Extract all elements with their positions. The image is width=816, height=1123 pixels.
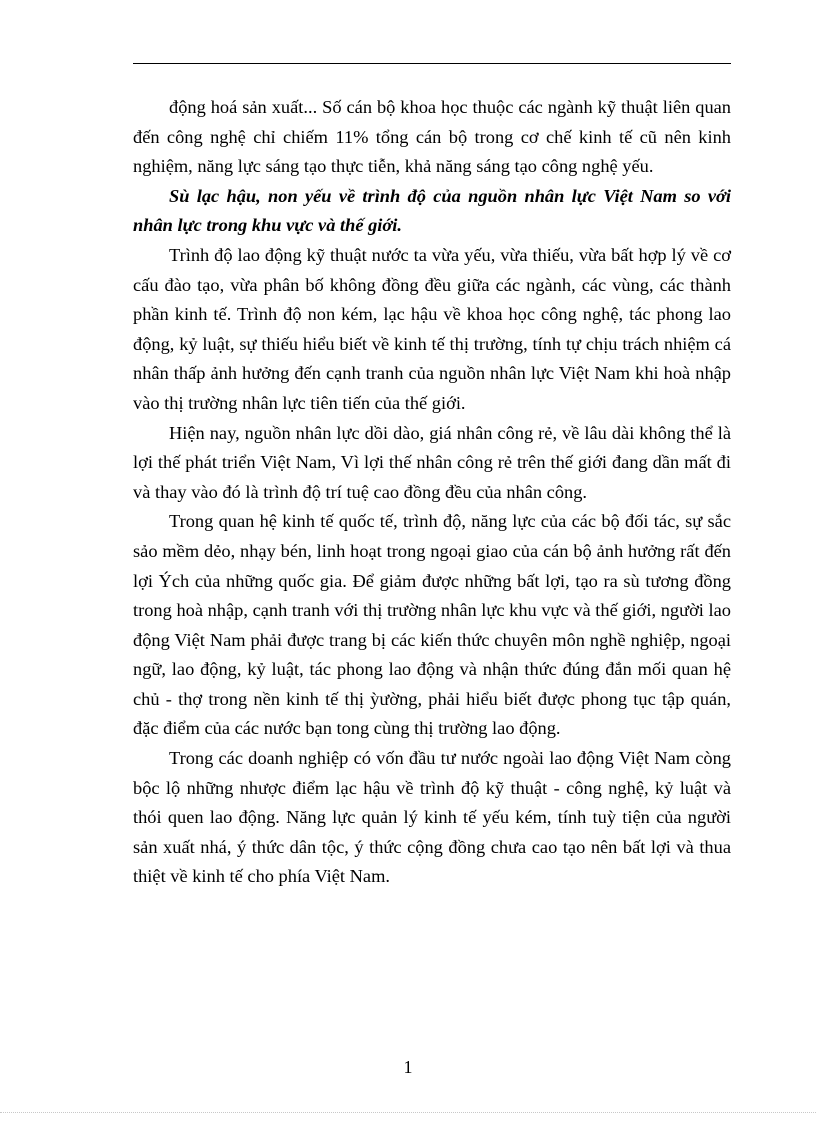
paragraph-fdi-enterprises: Trong các doanh nghiệp có vốn đầu tư nước ngoài lao động Việt Nam còng bộc lộ những nhược điểm lạc hậu về trình độ kỹ thuật - công nghệ, kỷ luật và thói quen lao động. Năng lực quản lý kinh tế yếu kém, tính tuỳ tiện của người sản xuất nhá, ý thức dân tộc, ý thức cộng đồng chưa cao tạo nên bất lợi và thua thiệt về kinh tế cho phía Việt Nam. (133, 748, 731, 887)
section-heading: Sù lạc hậu, non yếu về trình độ của nguồn nhân lực Việt Nam so với nhân lực trong khu vực và thế giới. (133, 185, 731, 236)
paragraph-continuation: động hoá sản xuất... Số cán bộ khoa học thuộc các ngành kỹ thuật liên quan đến công nghệ chỉ chiếm 11% tổng cán bộ trong cơ chế kinh tế cũ nên kinh nghiệm, năng lực sáng tạo thực tiễn, khả năng sáng tạo công nghệ yếu. (133, 97, 731, 177)
paragraph-international-relations: Trong quan hệ kinh tế quốc tế, trình độ, năng lực của các bộ đối tác, sự sắc sảo mềm dẻo, nhạy bén, linh hoạt trong ngoại giao của cán bộ ảnh hưởng rất đến lợi Ých của những quốc gia. Để giảm được những bất lợi, tạo ra sù tương đồng trong hoà nhập, cạnh tranh với thị trường nhân lực khu vực và thế giới, người lao động Việt Nam phải được trang bị các kiến thức chuyên môn nghề nghiệp, ngoại ngữ, lao động, kỷ luật, tác phong lao động và nhận thức đúng đắn mối quan hệ chủ - thợ trong nền kinh tế thị ỳường, phải hiểu biết được phong tục tập quán, đặc điểm của các nước bạn tong cùng thị trường lao động. (133, 511, 731, 739)
header-rule (133, 63, 731, 64)
body-text (133, 93, 731, 892)
page-number: 1 (403, 1057, 413, 1077)
paragraph-labor-cost: Hiện nay, nguồn nhân lực dồi dào, giá nhân công rẻ, về lâu dài không thể là lợi thế phát triển Việt Nam, Vì lợi thế nhân công rẻ trên thế giới đang dần mất đi và thay vào đó là trình độ trí tuệ cao đồng đều của nhân công. (133, 422, 731, 502)
page-bottom-border (0, 1112, 816, 1113)
paragraph-labor-skills: Trình độ lao động kỹ thuật nước ta vừa yếu, vừa thiếu, vừa bất hợp lý về cơ cấu đào tạo, vừa phân bố không đồng đều giữa các ngành, các vùng, các thành phần kinh tế. Trình độ non kém, lạc hậu về khoa học công nghệ, tác phong lao động, kỷ luật, sự thiếu hiểu biết về kinh tế thị trường, tính tự chịu trách nhiệm cá nhân thấp ảnh hưởng đến cạnh tranh của nguồn nhân lực Việt Nam khi hoà nhập vào thị trường nhân lực tiên tiến của thế giới. (133, 244, 731, 413)
